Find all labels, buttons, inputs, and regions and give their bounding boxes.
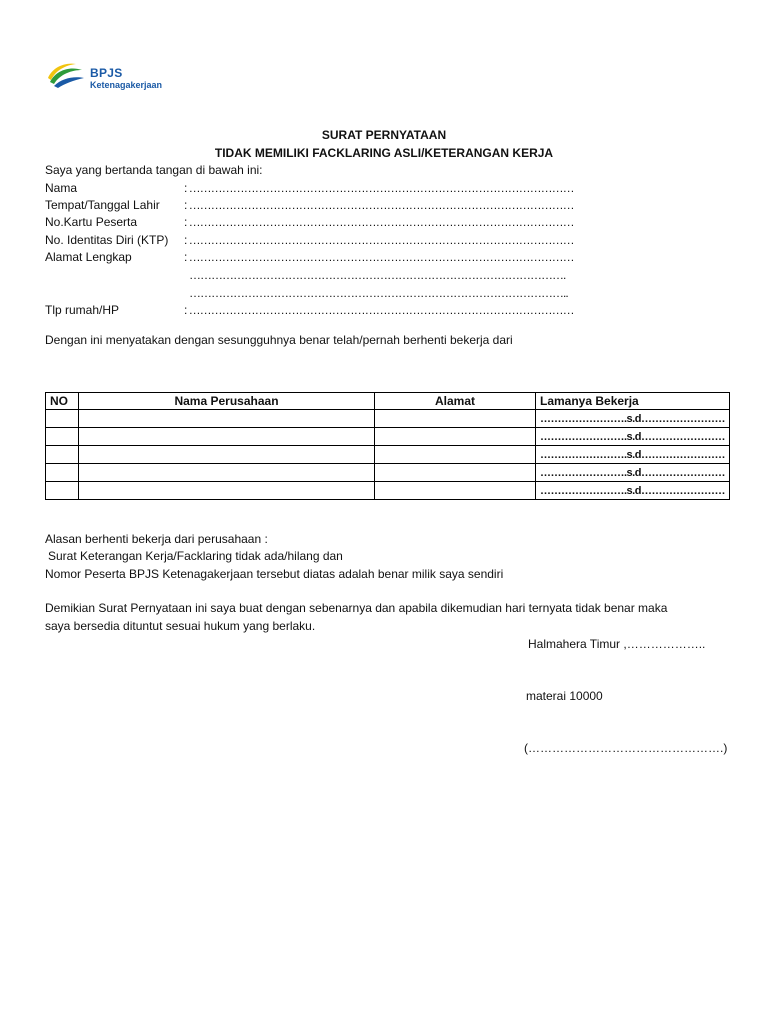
field-label-alamat: Alamat Lengkap [45, 250, 132, 264]
document-subtitle: TIDAK MEMILIKI FACKLARING ASLI/KETERANGAN KERJA [214, 146, 554, 160]
reasons-heading: Alasan berhenti bekerja dari perusahaan : [45, 532, 268, 546]
cell-address[interactable] [375, 446, 536, 464]
document-title: SURAT PERNYATAAN [321, 128, 447, 142]
cell-duration[interactable]: …………………….s.d…………………… [536, 482, 730, 500]
field-value-phone[interactable]: : …………………………………………………………………………………………… [184, 303, 574, 317]
reason-line-1: Surat Keterangan Kerja/Facklaring tidak ada/hilang dan [48, 549, 343, 563]
cell-address[interactable] [375, 410, 536, 428]
logo-sub-text: Ketenagakerjaan [90, 80, 163, 90]
closing-line-2: saya bersedia dituntut sesuai hukum yang berlaku. [45, 619, 316, 633]
cell-company[interactable] [79, 464, 375, 482]
table-row [46, 464, 730, 482]
field-value-nama[interactable]: : …………………………………………………………………………………………… [184, 181, 574, 195]
bpjs-logo [46, 58, 186, 98]
field-label-ttl: Tempat/Tanggal Lahir [45, 198, 160, 212]
header-address: Alamat [375, 393, 536, 410]
cell-address[interactable] [375, 428, 536, 446]
header-duration: Lamanya Bekerja [536, 393, 730, 410]
field-value-alamat[interactable]: : …………………………………………………………………………………………… [184, 250, 574, 264]
cell-no[interactable] [46, 428, 79, 446]
table-row [46, 428, 730, 446]
table-row [46, 482, 730, 500]
bpjs-logo-icon [46, 62, 86, 90]
cell-no[interactable] [46, 482, 79, 500]
intro-text: Saya yang bertanda tangan di bawah ini: [45, 163, 263, 177]
field-label-phone: Tlp rumah/HP [45, 303, 120, 317]
cell-company[interactable] [79, 428, 375, 446]
table-row [46, 446, 730, 464]
table-header-row [46, 393, 730, 410]
cell-address[interactable] [375, 464, 536, 482]
cell-no[interactable] [46, 446, 79, 464]
cell-company[interactable] [79, 446, 375, 464]
header-company: Nama Perusahaan [79, 393, 375, 410]
cell-duration[interactable]: …………………….s.d…………………… [536, 428, 730, 446]
reason-line-2: Nomor Peserta BPJS Ketenagakerjaan tersebut diatas adalah benar milik saya sendiri [45, 567, 504, 581]
stamp-text: materai 10000 [526, 689, 603, 703]
logo-brand-text: BPJS [90, 66, 123, 80]
employment-table [45, 392, 730, 500]
cell-duration[interactable]: …………………….s.d…………………… [536, 464, 730, 482]
cell-no[interactable] [46, 410, 79, 428]
cell-duration[interactable]: …………………….s.d…………………… [536, 446, 730, 464]
address-line-3[interactable]: ………………………………………………………………………………………….. [189, 286, 568, 300]
field-value-ktp[interactable]: : …………………………………………………………………………………………… [184, 233, 574, 247]
signature-place-date[interactable]: Halmahera Timur ,……………….. [528, 637, 706, 651]
cell-address[interactable] [375, 482, 536, 500]
field-label-ktp: No. Identitas Diri (KTP) [45, 233, 169, 247]
field-label-nama: Nama [45, 181, 78, 195]
cell-no[interactable] [46, 464, 79, 482]
address-line-2[interactable]: …………………………………………………………………………………………. [189, 268, 566, 282]
field-value-kartu[interactable]: : …………………………………………………………………………………………… [184, 215, 574, 229]
table-row [46, 410, 730, 428]
signature-name[interactable]: (………………………………………….) [524, 741, 728, 755]
field-value-ttl[interactable]: : …………………………………………………………………………………………… [184, 198, 574, 212]
header-no: NO [46, 393, 79, 410]
closing-line-1: Demikian Surat Pernyataan ini saya buat dengan sebenarnya dan apabila dikemudian hari ternyata tidak benar maka [45, 601, 668, 615]
cell-company[interactable] [79, 482, 375, 500]
cell-duration[interactable]: …………………….s.d…………………… [536, 410, 730, 428]
statement-text: Dengan ini menyatakan dengan sesungguhnya benar telah/pernah berhenti bekerja dari [45, 333, 513, 347]
field-label-kartu: No.Kartu Peserta [45, 215, 138, 229]
cell-company[interactable] [79, 410, 375, 428]
